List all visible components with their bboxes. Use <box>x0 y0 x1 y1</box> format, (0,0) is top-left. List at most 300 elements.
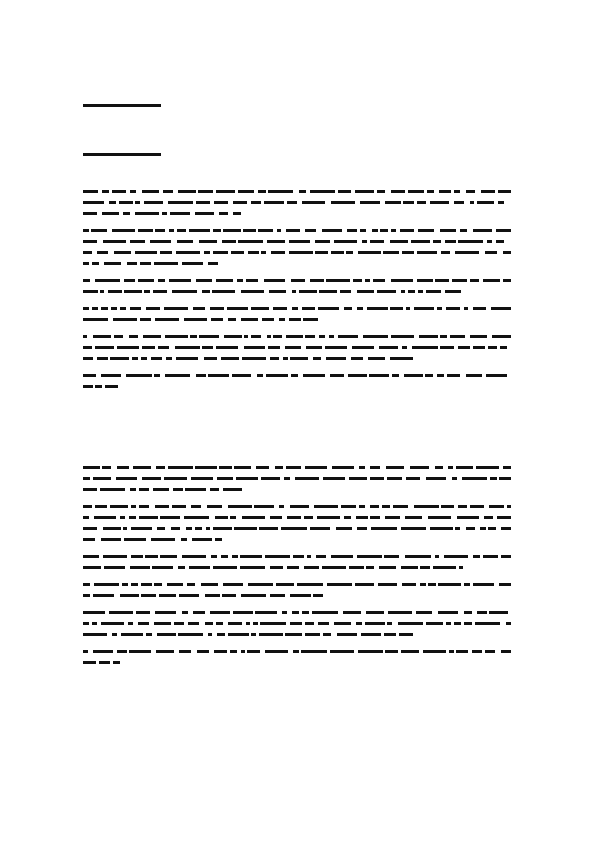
text-glyph-run <box>430 527 453 530</box>
text-glyph-run <box>402 346 407 349</box>
text-line <box>83 357 413 361</box>
text-glyph-run <box>100 488 125 491</box>
text-line <box>83 190 511 194</box>
text-glyph-run <box>498 201 504 204</box>
text-glyph-run <box>192 538 212 541</box>
text-glyph-run <box>112 190 126 193</box>
text-glyph-run <box>384 633 396 636</box>
text-glyph-run <box>150 240 171 243</box>
text-glyph-run <box>142 190 159 193</box>
text-glyph-run <box>153 488 169 491</box>
text-glyph-run <box>154 622 171 625</box>
text-glyph-run <box>131 505 136 508</box>
text-glyph-run <box>138 622 149 625</box>
text-glyph-run <box>406 307 410 310</box>
text-glyph-run <box>501 527 511 530</box>
text-glyph-run <box>83 633 107 636</box>
text-glyph-run <box>458 240 483 243</box>
text-glyph-run <box>489 505 504 508</box>
text-glyph-run <box>224 335 242 338</box>
text-glyph-run <box>492 335 511 338</box>
text-glyph-run <box>496 229 511 232</box>
text-glyph-run <box>112 633 117 636</box>
text-glyph-run <box>285 346 301 349</box>
text-glyph-run <box>151 538 175 541</box>
text-glyph-run <box>319 335 325 338</box>
text-glyph-run <box>319 290 337 293</box>
text-glyph-run <box>241 318 258 321</box>
text-glyph-run <box>242 357 266 360</box>
text-glyph-run <box>83 466 100 469</box>
text-glyph-run <box>184 318 207 321</box>
text-glyph-run <box>242 516 265 519</box>
text-glyph-run <box>378 583 397 586</box>
text-glyph-run <box>222 240 236 243</box>
text-glyph-run <box>304 566 319 569</box>
text-glyph-run <box>144 290 150 293</box>
text-glyph-run <box>379 346 398 349</box>
text-glyph-run <box>261 251 266 254</box>
text-glyph-run <box>241 290 264 293</box>
text-glyph-run <box>155 318 179 321</box>
text-glyph-run <box>140 318 151 321</box>
text-glyph-run <box>120 594 139 597</box>
text-glyph-run <box>83 477 90 480</box>
text-glyph-run <box>231 251 244 254</box>
text-glyph-run <box>95 279 120 282</box>
text-glyph-run <box>480 527 486 530</box>
text-line <box>83 374 511 378</box>
text-glyph-run <box>295 477 319 480</box>
text-glyph-run <box>466 527 475 530</box>
text-line <box>83 318 323 322</box>
text-glyph-run <box>208 374 229 377</box>
text-glyph-run <box>227 307 248 310</box>
text-glyph-run <box>360 201 380 204</box>
text-glyph-run <box>470 335 487 338</box>
text-glyph-run <box>205 594 220 597</box>
text-glyph-run <box>247 650 260 653</box>
text-glyph-run <box>213 229 221 232</box>
text-glyph-run <box>310 279 324 282</box>
text-glyph-run <box>286 335 303 338</box>
text-glyph-run <box>318 307 339 310</box>
text-glyph-run <box>271 251 285 254</box>
text-glyph-run <box>268 346 280 349</box>
text-line-content <box>83 590 323 602</box>
text-glyph-run <box>217 633 225 636</box>
text-glyph-run <box>254 505 274 508</box>
text-glyph-run <box>455 527 460 530</box>
text-glyph-run <box>120 516 125 519</box>
text-glyph-run <box>155 611 176 614</box>
text-glyph-run <box>83 374 96 377</box>
text-glyph-run <box>427 190 434 193</box>
text-glyph-run <box>349 566 364 569</box>
text-glyph-run <box>437 307 442 310</box>
text-glyph-run <box>244 346 265 349</box>
text-glyph-run <box>185 488 206 491</box>
text-line <box>83 583 511 587</box>
text-glyph-run <box>459 566 463 569</box>
text-glyph-run <box>287 201 297 204</box>
text-line <box>83 290 468 294</box>
text-glyph-run <box>314 505 338 508</box>
text-glyph-run <box>83 555 99 558</box>
text-glyph-run <box>228 622 242 625</box>
text-glyph-run <box>369 374 389 377</box>
text-glyph-run <box>248 583 273 586</box>
text-glyph-run <box>205 622 213 625</box>
text-glyph-run <box>214 650 227 653</box>
text-glyph-run <box>388 611 412 614</box>
text-glyph-run <box>440 335 447 338</box>
text-glyph-run <box>501 650 511 653</box>
text-glyph-run <box>433 240 441 243</box>
text-glyph-run <box>111 307 117 310</box>
text-glyph-run <box>132 357 138 360</box>
text-glyph-run <box>437 374 444 377</box>
text-glyph-run <box>83 229 89 232</box>
text-glyph-run <box>485 650 495 653</box>
text-glyph-run <box>154 583 162 586</box>
text-glyph-run <box>248 251 259 254</box>
text-glyph-run <box>153 290 167 293</box>
text-line <box>83 566 468 570</box>
text-glyph-run <box>196 279 212 282</box>
text-glyph-run <box>102 190 109 193</box>
text-glyph-run <box>83 290 98 293</box>
text-glyph-run <box>377 290 396 293</box>
text-glyph-run <box>100 290 104 293</box>
text-glyph-run <box>426 622 443 625</box>
text-glyph-run <box>426 477 446 480</box>
text-glyph-run <box>213 566 237 569</box>
text-glyph-run <box>456 650 468 653</box>
text-glyph-run <box>191 505 201 508</box>
text-glyph-run <box>83 251 92 254</box>
text-glyph-run <box>385 201 401 204</box>
text-glyph-run <box>177 240 193 243</box>
text-glyph-run <box>191 477 213 480</box>
text-glyph-run <box>460 229 467 232</box>
text-glyph-run <box>473 346 485 349</box>
text-glyph-run <box>97 357 108 360</box>
text-glyph-run <box>269 290 286 293</box>
document-heading <box>83 103 161 109</box>
text-glyph-run <box>488 346 497 349</box>
text-glyph-run <box>370 505 379 508</box>
text-glyph-run <box>208 633 212 636</box>
text-glyph-run <box>315 251 328 254</box>
text-glyph-run <box>216 279 233 282</box>
text-glyph-run <box>423 650 446 653</box>
text-glyph-run <box>464 622 472 625</box>
text-glyph-run <box>126 374 152 377</box>
text-glyph-run <box>104 566 125 569</box>
text-line <box>83 633 413 637</box>
text-glyph-run <box>143 335 161 338</box>
text-glyph-run <box>426 290 441 293</box>
text-glyph-run <box>344 307 352 310</box>
text-glyph-run <box>464 611 472 614</box>
text-glyph-run <box>292 611 299 614</box>
text-glyph-run <box>117 466 129 469</box>
text-glyph-run <box>285 633 302 636</box>
text-glyph-run <box>83 661 96 664</box>
text-glyph-run <box>110 357 129 360</box>
text-glyph-run <box>215 516 228 519</box>
text-glyph-run <box>323 633 331 636</box>
text-glyph-run <box>155 505 169 508</box>
text-glyph-run <box>204 357 217 360</box>
text-glyph-run <box>290 357 308 360</box>
text-glyph-run <box>103 527 121 530</box>
text-glyph-run <box>362 240 367 243</box>
text-glyph-run <box>214 201 228 204</box>
text-glyph-run <box>440 229 456 232</box>
text-line <box>83 346 511 350</box>
text-glyph-run <box>357 290 374 293</box>
text-glyph-run <box>428 583 436 586</box>
text-glyph-run <box>83 318 108 321</box>
text-glyph-run <box>382 505 390 508</box>
text-glyph-run <box>368 357 385 360</box>
text-glyph-run <box>347 229 357 232</box>
text-glyph-run <box>306 346 322 349</box>
text-glyph-run <box>265 650 288 653</box>
text-glyph-run <box>131 555 143 558</box>
text-glyph-run <box>433 566 456 569</box>
subheading-label <box>83 148 193 160</box>
text-glyph-run <box>221 357 239 360</box>
text-glyph-run <box>127 262 137 265</box>
text-glyph-run <box>135 251 157 254</box>
text-glyph-run <box>351 357 363 360</box>
text-glyph-run <box>357 555 382 558</box>
text-glyph-run <box>417 251 437 254</box>
text-glyph-run <box>211 555 217 558</box>
text-glyph-run <box>129 650 151 653</box>
text-glyph-run <box>289 240 310 243</box>
text-glyph-run <box>408 290 415 293</box>
text-glyph-run <box>349 477 367 480</box>
text-glyph-run <box>144 201 163 204</box>
text-glyph-run <box>182 555 206 558</box>
text-glyph-run <box>124 538 146 541</box>
text-glyph-run <box>101 307 108 310</box>
text-glyph-run <box>500 346 507 349</box>
text-glyph-run <box>440 346 454 349</box>
text-glyph-run <box>401 650 419 653</box>
text-glyph-run <box>446 307 460 310</box>
text-glyph-run <box>452 279 467 282</box>
text-glyph-run <box>392 374 399 377</box>
text-glyph-run <box>477 201 494 204</box>
text-glyph-run <box>166 357 172 360</box>
text-glyph-run <box>196 374 206 377</box>
text-glyph-run <box>391 190 405 193</box>
text-glyph-run <box>425 374 433 377</box>
text-glyph-run <box>129 335 138 338</box>
text-glyph-run <box>435 466 443 469</box>
text-glyph-run <box>441 251 450 254</box>
text-glyph-run <box>417 279 433 282</box>
text-glyph-run <box>179 650 191 653</box>
text-glyph-run <box>267 335 271 338</box>
text-glyph-run <box>236 477 258 480</box>
text-glyph-run <box>119 201 133 204</box>
text-glyph-run <box>101 622 124 625</box>
text-glyph-run <box>289 251 313 254</box>
text-glyph-run <box>357 527 367 530</box>
text-glyph-run <box>372 229 378 232</box>
text-glyph-run <box>251 201 261 204</box>
text-glyph-run <box>259 527 278 530</box>
text-glyph-run <box>129 516 136 519</box>
text-glyph-run <box>83 650 88 653</box>
text-glyph-run <box>359 505 365 508</box>
text-glyph-run <box>265 555 290 558</box>
text-glyph-run <box>391 335 414 338</box>
text-glyph-run <box>264 279 285 282</box>
text-glyph-run <box>241 650 245 653</box>
text-glyph-run <box>305 229 316 232</box>
text-glyph-run <box>176 357 198 360</box>
text-glyph-run <box>430 201 449 204</box>
text-glyph-run <box>83 385 93 388</box>
text-glyph-run <box>188 622 199 625</box>
text-glyph-run <box>477 611 487 614</box>
text-glyph-run <box>145 555 158 558</box>
text-glyph-run <box>246 279 258 282</box>
text-glyph-run <box>464 307 468 310</box>
text-glyph-run <box>120 307 126 310</box>
text-glyph-run <box>124 279 135 282</box>
text-glyph-run <box>97 251 108 254</box>
text-glyph-run <box>103 555 127 558</box>
text-glyph-run <box>316 555 326 558</box>
text-glyph-run <box>331 555 353 558</box>
text-glyph-run <box>193 307 205 310</box>
text-glyph-run <box>219 212 228 215</box>
text-glyph-run <box>405 516 422 519</box>
text-glyph-run <box>501 555 511 558</box>
text-glyph-run <box>130 488 136 491</box>
text-glyph-run <box>141 357 147 360</box>
text-glyph-run <box>305 633 320 636</box>
text-glyph-run <box>307 555 311 558</box>
text-glyph-run <box>182 262 203 265</box>
text-glyph-run <box>171 527 180 530</box>
text-glyph-run <box>83 594 90 597</box>
text-glyph-run <box>361 633 381 636</box>
text-glyph-run <box>366 566 374 569</box>
text-glyph-run <box>83 357 93 360</box>
text-glyph-run <box>101 374 121 377</box>
text-glyph-run <box>387 622 392 625</box>
text-glyph-run <box>237 279 243 282</box>
text-glyph-run <box>259 633 283 636</box>
text-glyph-run <box>83 346 92 349</box>
text-glyph-run <box>435 279 449 282</box>
text-glyph-run <box>93 594 114 597</box>
text-line <box>83 279 511 283</box>
text-glyph-run <box>233 212 241 215</box>
text-line <box>83 505 511 509</box>
text-glyph-run <box>139 488 149 491</box>
text-glyph-run <box>302 611 309 614</box>
text-glyph-run <box>444 555 468 558</box>
text-glyph-run <box>483 279 500 282</box>
text-glyph-run <box>228 633 249 636</box>
text-line <box>83 262 223 266</box>
text-glyph-run <box>108 290 122 293</box>
text-glyph-run <box>305 466 327 469</box>
text-glyph-run <box>156 650 174 653</box>
text-glyph-run <box>130 566 150 569</box>
text-glyph-run <box>290 505 309 508</box>
text-glyph-run <box>414 505 439 508</box>
text-glyph-run <box>385 650 398 653</box>
text-glyph-run <box>99 661 110 664</box>
text-glyph-run <box>110 505 128 508</box>
text-glyph-run <box>158 279 165 282</box>
text-glyph-run <box>293 650 299 653</box>
text-glyph-run <box>158 346 169 349</box>
text-glyph-run <box>135 201 140 204</box>
text-glyph-run <box>464 583 470 586</box>
text-glyph-run <box>420 583 426 586</box>
text-glyph-run <box>160 555 177 558</box>
text-line <box>83 594 323 598</box>
text-glyph-run <box>264 201 284 204</box>
text-glyph-run <box>473 229 492 232</box>
text-glyph-run <box>419 335 438 338</box>
text-glyph-run <box>456 466 473 469</box>
text-glyph-run <box>168 466 193 469</box>
text-glyph-run <box>293 555 304 558</box>
text-glyph-run <box>238 190 254 193</box>
text-glyph-run <box>489 611 508 614</box>
text-glyph-run <box>384 555 399 558</box>
text-glyph-run <box>152 566 173 569</box>
text-line <box>83 212 243 216</box>
text-glyph-run <box>138 279 154 282</box>
text-glyph-run <box>83 516 89 519</box>
text-glyph-run <box>486 374 507 377</box>
text-glyph-run <box>418 229 434 232</box>
text-glyph-run <box>83 488 97 491</box>
text-glyph-run <box>473 583 494 586</box>
text-glyph-run <box>473 555 480 558</box>
text-glyph-run <box>401 566 418 569</box>
text-glyph-run <box>223 488 242 491</box>
text-glyph-run <box>297 583 323 586</box>
text-glyph-run <box>303 318 318 321</box>
text-glyph-run <box>305 622 314 625</box>
text-glyph-run <box>406 477 420 480</box>
text-glyph-run <box>356 622 362 625</box>
text-glyph-run <box>340 290 351 293</box>
text-glyph-run <box>204 251 210 254</box>
text-glyph-run <box>187 583 195 586</box>
text-line <box>83 611 511 615</box>
text-glyph-run <box>352 346 374 349</box>
text-glyph-run <box>481 190 495 193</box>
text-glyph-run <box>189 229 210 232</box>
text-glyph-run <box>160 516 180 519</box>
